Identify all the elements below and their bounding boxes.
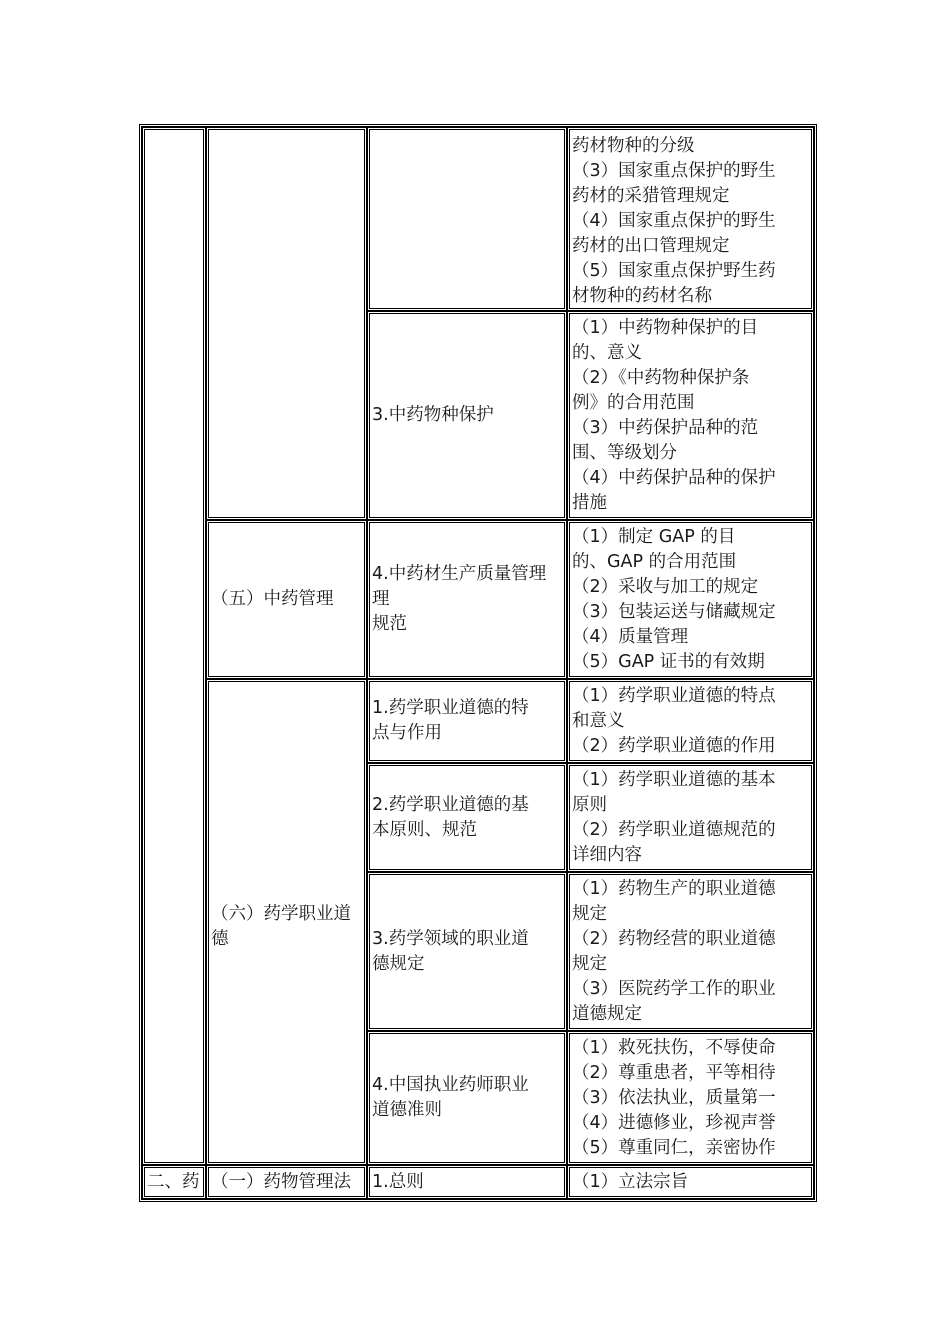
item-line: 药材的出口管理规定 <box>572 236 730 256</box>
item-line: （5）尊重同仁，亲密协作 <box>572 1137 776 1158</box>
item-line: 原则 <box>572 794 607 815</box>
items-cell <box>567 1165 814 1199</box>
topic-label: 3.中药物种保护 <box>372 405 494 425</box>
item-line: （3）包装运送与储藏规定 <box>572 601 776 622</box>
item-line: （2）采收与加工的规定 <box>572 576 759 597</box>
topic-label: 理 <box>372 589 390 609</box>
unit-label: （一）药物管理法 <box>211 1171 351 1192</box>
topic-label: 3.药学领域的职业道 <box>372 928 529 949</box>
topic-label: 1.总则 <box>372 1171 424 1192</box>
item-line: （2）药物经营的职业道德 <box>572 928 776 949</box>
item-line: 措施 <box>572 492 607 513</box>
item-line: 围、等级划分 <box>572 442 677 463</box>
item-line: （1）药学职业道德的基本 <box>572 769 776 790</box>
item-line: （1）立法宗旨 <box>572 1171 689 1192</box>
items-cell <box>567 763 814 872</box>
topic-label: 4.中药材生产质量管理 <box>372 564 547 584</box>
unit-label: 德 <box>211 929 229 949</box>
item-line: （5）GAP 证书的有效期 <box>572 651 765 672</box>
item-line: （2）尊重患者，平等相待 <box>572 1062 776 1083</box>
item-line: 的、GAP 的合用范围 <box>572 551 737 572</box>
item-line: （4）中药保护品种的保护 <box>572 467 776 488</box>
item-line: （2）药学职业道德的作用 <box>572 735 776 756</box>
items-cell <box>567 520 814 679</box>
item-line: 药材的采猎管理规定 <box>572 186 730 206</box>
chapter-cell <box>142 1165 206 1199</box>
item-line: 和意义 <box>572 710 625 731</box>
items-cell <box>567 311 814 520</box>
item-line: （4）进德修业，珍视声誉 <box>572 1112 776 1133</box>
unit-cell <box>206 1165 367 1199</box>
topic-label: 点与作用 <box>372 723 442 743</box>
topic-cell <box>367 872 567 1031</box>
item-line: （3）医院药学工作的职业 <box>572 978 776 999</box>
items-cell <box>567 1031 814 1165</box>
table-row <box>142 679 814 763</box>
topic-label: 4.中国执业药师职业 <box>372 1075 529 1095</box>
item-line: 例》的合用范围 <box>572 392 695 413</box>
topic-label: 1.药学职业道德的特 <box>372 698 529 718</box>
item-line: （4）国家重点保护的野生 <box>572 211 776 231</box>
topic-cell <box>367 679 567 763</box>
items-cell <box>567 679 814 763</box>
chapter-cell-empty <box>142 127 206 1165</box>
unit-label: （五）中药管理 <box>211 589 334 609</box>
item-line: 详细内容 <box>572 844 642 865</box>
topic-label: 本原则、规范 <box>372 819 477 840</box>
item-line: （2）《中药物种保护条 <box>572 367 750 388</box>
items-cell <box>567 127 814 311</box>
table-row <box>142 127 814 311</box>
unit-cell <box>206 679 367 1165</box>
item-line: （5）国家重点保护野生药 <box>572 261 776 281</box>
unit-cell <box>206 520 367 679</box>
topic-cell <box>367 311 567 520</box>
item-line: （3）中药保护品种的范 <box>572 417 759 438</box>
document-page <box>139 124 811 1202</box>
topic-cell <box>367 520 567 679</box>
item-line: （1）药学职业道德的特点 <box>572 685 776 706</box>
item-line: 规定 <box>572 953 607 974</box>
item-line: 规定 <box>572 903 607 924</box>
topic-cell <box>367 1031 567 1165</box>
item-line: 道德规定 <box>572 1003 642 1024</box>
item-line: （3）依法执业，质量第一 <box>572 1087 776 1108</box>
item-line: 药材物种的分级 <box>572 136 695 156</box>
topic-label: 规范 <box>372 614 407 634</box>
item-line: （4）质量管理 <box>572 626 689 647</box>
item-line: （3）国家重点保护的野生 <box>572 161 776 181</box>
unit-cell-empty <box>206 127 367 520</box>
items-cell <box>567 872 814 1031</box>
topic-cell <box>367 763 567 872</box>
topic-label: 德规定 <box>372 953 425 974</box>
item-line: 材物种的药材名称 <box>572 286 712 306</box>
item-line: （2）药学职业道德规范的 <box>572 819 776 840</box>
syllabus-table <box>139 124 817 1202</box>
table-row <box>142 1165 814 1199</box>
table-row <box>142 520 814 679</box>
topic-label: 道德准则 <box>372 1100 442 1120</box>
unit-label: （六）药学职业道 <box>211 904 351 924</box>
item-line: 的、意义 <box>572 342 642 363</box>
topic-label: 2.药学职业道德的基 <box>372 794 529 815</box>
topic-cell <box>367 1165 567 1199</box>
item-line: （1）救死扶伤，不辱使命 <box>572 1037 776 1058</box>
item-line: （1）中药物种保护的目 <box>572 317 759 338</box>
item-line: （1）制定 GAP 的目 <box>572 526 736 547</box>
topic-cell-empty <box>367 127 567 311</box>
item-line: （1）药物生产的职业道德 <box>572 878 776 899</box>
chapter-label: 二、药 <box>147 1171 200 1192</box>
